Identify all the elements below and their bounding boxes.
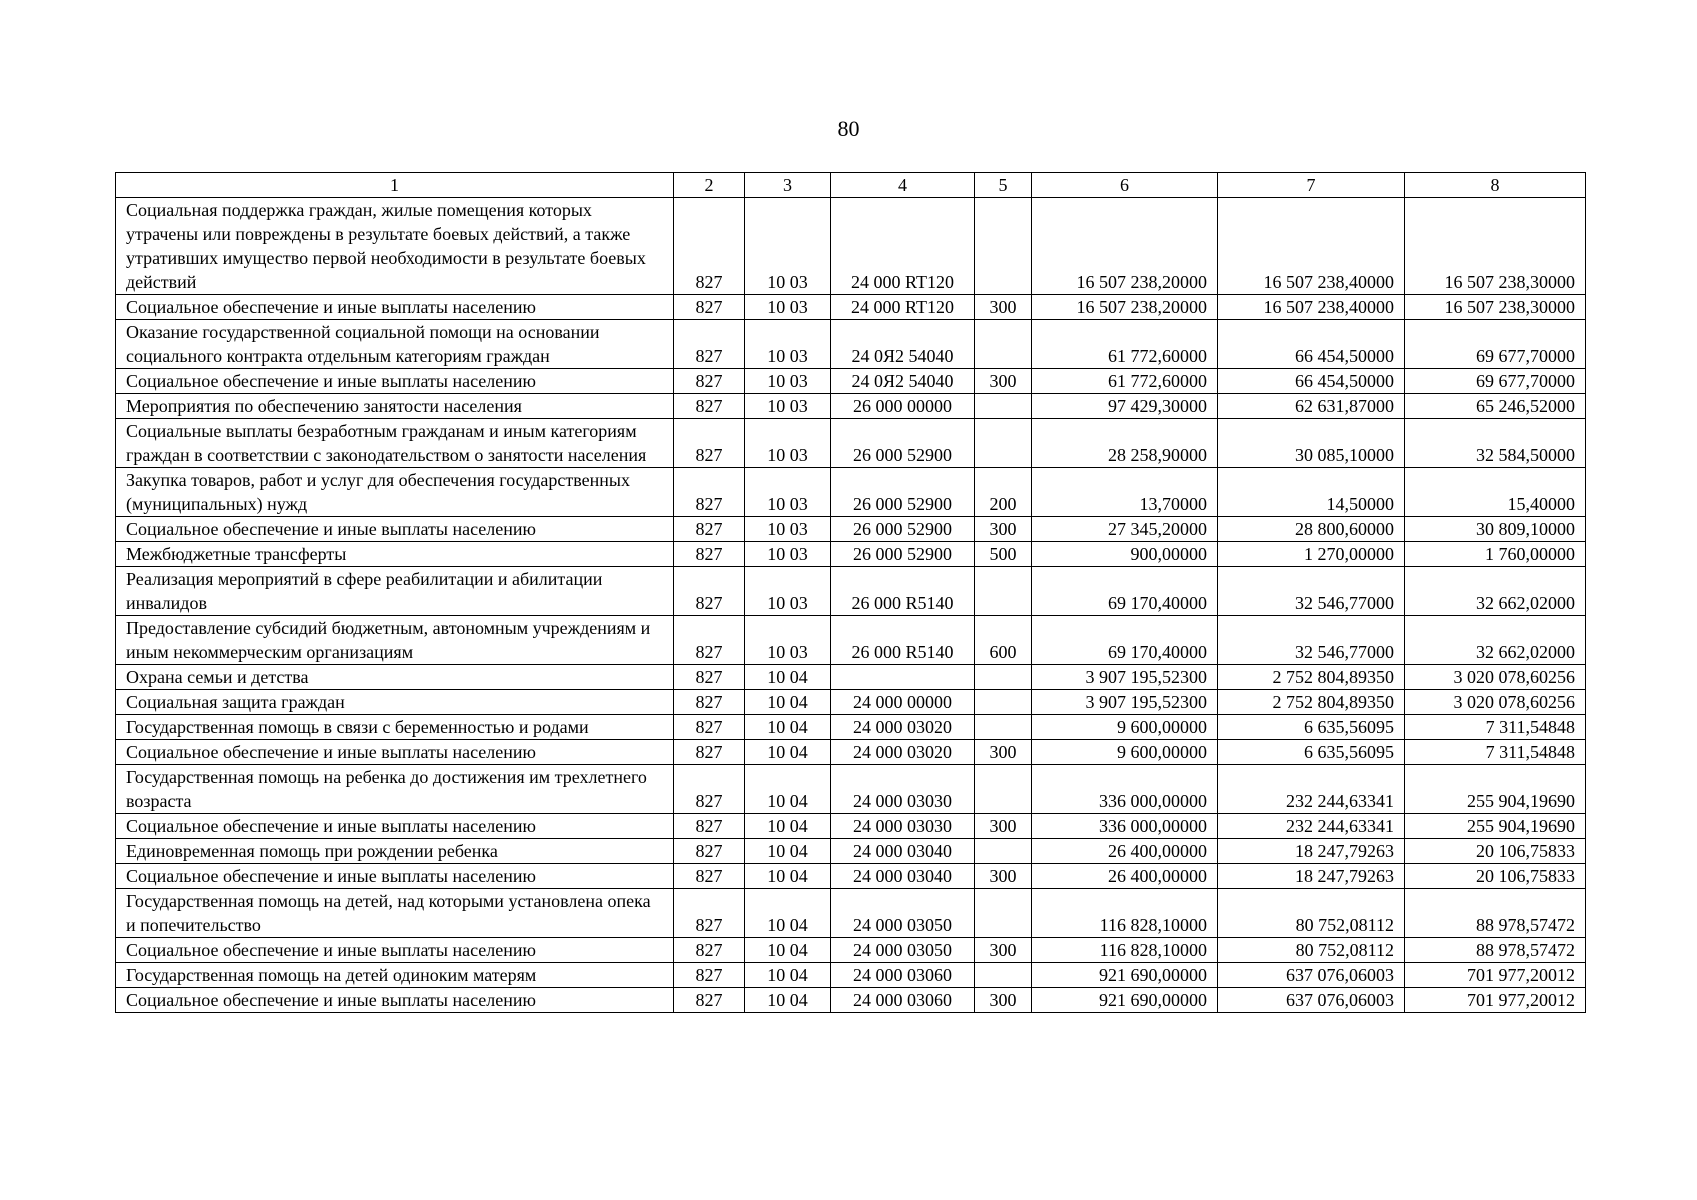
column-header: 2: [674, 173, 745, 198]
cell-amount-1: 3 907 195,52300: [1032, 665, 1218, 690]
cell-section-code: 10 04: [745, 665, 831, 690]
cell-amount-2: 2 752 804,89350: [1218, 690, 1405, 715]
cell-target-code: 24 000 03060: [831, 988, 975, 1013]
cell-amount-2: 62 631,87000: [1218, 394, 1405, 419]
cell-amount-1: 61 772,60000: [1032, 369, 1218, 394]
row-name: Социальное обеспечение и иные выплаты населению: [116, 938, 674, 963]
table-row: [116, 938, 1586, 963]
cell-target-code: 24 000 RT120: [831, 198, 975, 295]
cell-amount-1: 9 600,00000: [1032, 715, 1218, 740]
column-header: 6: [1032, 173, 1218, 198]
cell-amount-3: 3 020 078,60256: [1405, 665, 1586, 690]
cell-admin-code: 827: [674, 988, 745, 1013]
cell-amount-1: 116 828,10000: [1032, 889, 1218, 938]
cell-section-code: 10 03: [745, 295, 831, 320]
cell-target-code: 26 000 52900: [831, 517, 975, 542]
table-row: [116, 419, 1586, 468]
cell-admin-code: 827: [674, 715, 745, 740]
cell-expense-type: [975, 394, 1032, 419]
table-row: [116, 542, 1586, 567]
cell-amount-2: 18 247,79263: [1218, 839, 1405, 864]
cell-expense-type: [975, 690, 1032, 715]
cell-expense-type: [975, 889, 1032, 938]
cell-amount-1: 28 258,90000: [1032, 419, 1218, 468]
cell-target-code: 26 000 52900: [831, 419, 975, 468]
cell-section-code: 10 03: [745, 320, 831, 369]
cell-amount-1: 9 600,00000: [1032, 740, 1218, 765]
row-name: Охрана семьи и детства: [116, 665, 674, 690]
cell-amount-3: 701 977,20012: [1405, 988, 1586, 1013]
cell-expense-type: [975, 665, 1032, 690]
page-number: 80: [837, 116, 860, 141]
cell-section-code: 10 04: [745, 814, 831, 839]
cell-amount-3: 20 106,75833: [1405, 864, 1586, 889]
table-row: [116, 988, 1586, 1013]
cell-section-code: 10 04: [745, 740, 831, 765]
row-name: Мероприятия по обеспечению занятости населения: [116, 394, 674, 419]
column-header: 4: [831, 173, 975, 198]
cell-admin-code: 827: [674, 690, 745, 715]
cell-amount-2: 232 244,63341: [1218, 765, 1405, 814]
cell-admin-code: 827: [674, 567, 745, 616]
row-name: Государственная помощь на детей, над которыми установлена опека и попечительство: [116, 889, 674, 938]
cell-admin-code: 827: [674, 839, 745, 864]
cell-amount-3: 255 904,19690: [1405, 765, 1586, 814]
cell-section-code: 10 04: [745, 765, 831, 814]
cell-target-code: 24 000 03030: [831, 814, 975, 839]
cell-target-code: 26 000 00000: [831, 394, 975, 419]
cell-amount-1: 921 690,00000: [1032, 988, 1218, 1013]
table-row: [116, 715, 1586, 740]
cell-target-code: 26 000 52900: [831, 468, 975, 517]
cell-amount-1: 336 000,00000: [1032, 765, 1218, 814]
row-name: Социальное обеспечение и иные выплаты населению: [116, 369, 674, 394]
cell-section-code: 10 03: [745, 394, 831, 419]
cell-section-code: 10 04: [745, 715, 831, 740]
cell-target-code: 24 000 RT120: [831, 295, 975, 320]
row-name: Социальное обеспечение и иные выплаты населению: [116, 864, 674, 889]
cell-amount-2: 80 752,08112: [1218, 938, 1405, 963]
table-row: [116, 690, 1586, 715]
cell-section-code: 10 03: [745, 419, 831, 468]
row-name: Социальные выплаты безработным гражданам и иным категориям граждан в соответствии с законодательством о занятости населения: [116, 419, 674, 468]
cell-amount-1: 16 507 238,20000: [1032, 295, 1218, 320]
cell-amount-1: 97 429,30000: [1032, 394, 1218, 419]
cell-expense-type: 300: [975, 814, 1032, 839]
column-header: 7: [1218, 173, 1405, 198]
cell-expense-type: [975, 567, 1032, 616]
cell-admin-code: 827: [674, 665, 745, 690]
cell-amount-2: 16 507 238,40000: [1218, 295, 1405, 320]
cell-expense-type: 300: [975, 369, 1032, 394]
row-name: Предоставление субсидий бюджетным, автономным учреждениям и иным некоммерческим организациям: [116, 616, 674, 665]
cell-amount-3: 701 977,20012: [1405, 963, 1586, 988]
cell-target-code: 26 000 R5140: [831, 567, 975, 616]
cell-amount-3: 16 507 238,30000: [1405, 198, 1586, 295]
cell-amount-2: 6 635,56095: [1218, 740, 1405, 765]
cell-amount-2: 1 270,00000: [1218, 542, 1405, 567]
table-row: [116, 616, 1586, 665]
cell-expense-type: [975, 198, 1032, 295]
table-row: [116, 295, 1586, 320]
cell-expense-type: 300: [975, 740, 1032, 765]
cell-amount-1: 26 400,00000: [1032, 839, 1218, 864]
cell-amount-3: 7 311,54848: [1405, 715, 1586, 740]
cell-admin-code: 827: [674, 198, 745, 295]
cell-target-code: 24 000 03040: [831, 839, 975, 864]
cell-amount-1: 26 400,00000: [1032, 864, 1218, 889]
cell-expense-type: 300: [975, 938, 1032, 963]
row-name: Государственная помощь в связи с беременностью и родами: [116, 715, 674, 740]
cell-admin-code: 827: [674, 468, 745, 517]
cell-expense-type: 600: [975, 616, 1032, 665]
cell-amount-1: 69 170,40000: [1032, 616, 1218, 665]
cell-amount-3: 1 760,00000: [1405, 542, 1586, 567]
column-header: 3: [745, 173, 831, 198]
cell-amount-3: 88 978,57472: [1405, 889, 1586, 938]
cell-amount-1: 900,00000: [1032, 542, 1218, 567]
cell-amount-3: 7 311,54848: [1405, 740, 1586, 765]
cell-amount-2: 6 635,56095: [1218, 715, 1405, 740]
table-row: [116, 517, 1586, 542]
cell-admin-code: 827: [674, 938, 745, 963]
cell-amount-3: 32 662,02000: [1405, 616, 1586, 665]
cell-amount-3: 69 677,70000: [1405, 320, 1586, 369]
row-name: Оказание государственной социальной помощи на основании социального контракта отдельным категориям граждан: [116, 320, 674, 369]
cell-amount-3: 255 904,19690: [1405, 814, 1586, 839]
row-name: Социальное обеспечение и иные выплаты населению: [116, 295, 674, 320]
table-row: [116, 864, 1586, 889]
cell-target-code: 26 000 R5140: [831, 616, 975, 665]
cell-amount-1: 61 772,60000: [1032, 320, 1218, 369]
cell-section-code: 10 04: [745, 864, 831, 889]
cell-section-code: 10 03: [745, 198, 831, 295]
table-row: [116, 468, 1586, 517]
row-name: Социальная поддержка граждан, жилые помещения которых утрачены или повреждены в результате боевых действий, а также утративших имущество первой необходимости в результате боевых действий: [116, 198, 674, 295]
cell-amount-1: 116 828,10000: [1032, 938, 1218, 963]
cell-amount-2: 14,50000: [1218, 468, 1405, 517]
cell-amount-2: 30 085,10000: [1218, 419, 1405, 468]
cell-amount-3: 30 809,10000: [1405, 517, 1586, 542]
cell-amount-2: 66 454,50000: [1218, 320, 1405, 369]
cell-section-code: 10 04: [745, 963, 831, 988]
cell-admin-code: 827: [674, 864, 745, 889]
row-name: Социальное обеспечение и иные выплаты населению: [116, 517, 674, 542]
cell-section-code: 10 04: [745, 889, 831, 938]
cell-target-code: 24 000 03040: [831, 864, 975, 889]
header-row: [116, 173, 1586, 198]
cell-expense-type: [975, 963, 1032, 988]
row-name: Социальное обеспечение и иные выплаты населению: [116, 988, 674, 1013]
column-header: 1: [116, 173, 674, 198]
cell-admin-code: 827: [674, 963, 745, 988]
cell-admin-code: 827: [674, 295, 745, 320]
table-row: [116, 740, 1586, 765]
cell-section-code: 10 04: [745, 938, 831, 963]
cell-amount-2: 28 800,60000: [1218, 517, 1405, 542]
cell-target-code: 24 000 03020: [831, 740, 975, 765]
cell-amount-3: 16 507 238,30000: [1405, 295, 1586, 320]
cell-section-code: 10 03: [745, 468, 831, 517]
cell-amount-3: 69 677,70000: [1405, 369, 1586, 394]
row-name: Социальное обеспечение и иные выплаты населению: [116, 814, 674, 839]
cell-section-code: 10 04: [745, 988, 831, 1013]
cell-amount-2: 80 752,08112: [1218, 889, 1405, 938]
cell-amount-2: 32 546,77000: [1218, 616, 1405, 665]
cell-amount-1: 336 000,00000: [1032, 814, 1218, 839]
cell-amount-1: 921 690,00000: [1032, 963, 1218, 988]
column-header: 8: [1405, 173, 1586, 198]
cell-admin-code: 827: [674, 740, 745, 765]
cell-admin-code: 827: [674, 517, 745, 542]
row-name: Закупка товаров, работ и услуг для обеспечения государственных (муниципальных) нужд: [116, 468, 674, 517]
cell-amount-1: 16 507 238,20000: [1032, 198, 1218, 295]
cell-target-code: 24 000 03050: [831, 889, 975, 938]
cell-section-code: 10 03: [745, 616, 831, 665]
table-row: [116, 198, 1586, 295]
cell-amount-2: 66 454,50000: [1218, 369, 1405, 394]
cell-target-code: 24 000 03060: [831, 963, 975, 988]
row-name: Реализация мероприятий в сфере реабилитации и абилитации инвалидов: [116, 567, 674, 616]
cell-target-code: 24 000 00000: [831, 690, 975, 715]
cell-admin-code: 827: [674, 394, 745, 419]
cell-section-code: 10 03: [745, 369, 831, 394]
row-name: Государственная помощь на ребенка до достижения им трехлетнего возраста: [116, 765, 674, 814]
cell-expense-type: [975, 320, 1032, 369]
cell-target-code: 24 000 03020: [831, 715, 975, 740]
cell-expense-type: 300: [975, 295, 1032, 320]
cell-admin-code: 827: [674, 369, 745, 394]
cell-section-code: 10 03: [745, 567, 831, 616]
table-body: [116, 198, 1586, 1013]
cell-target-code: [831, 665, 975, 690]
cell-expense-type: 300: [975, 988, 1032, 1013]
table-row: [116, 814, 1586, 839]
cell-admin-code: 827: [674, 765, 745, 814]
cell-expense-type: 200: [975, 468, 1032, 517]
cell-amount-3: 88 978,57472: [1405, 938, 1586, 963]
cell-section-code: 10 03: [745, 517, 831, 542]
cell-target-code: 24 0Я2 54040: [831, 320, 975, 369]
cell-target-code: 26 000 52900: [831, 542, 975, 567]
table-row: [116, 567, 1586, 616]
cell-amount-3: 3 020 078,60256: [1405, 690, 1586, 715]
row-name: Социальное обеспечение и иные выплаты населению: [116, 740, 674, 765]
cell-expense-type: [975, 765, 1032, 814]
cell-target-code: 24 0Я2 54040: [831, 369, 975, 394]
cell-admin-code: 827: [674, 419, 745, 468]
cell-expense-type: 500: [975, 542, 1032, 567]
cell-amount-2: 16 507 238,40000: [1218, 198, 1405, 295]
cell-admin-code: 827: [674, 542, 745, 567]
cell-admin-code: 827: [674, 616, 745, 665]
cell-amount-3: 32 662,02000: [1405, 567, 1586, 616]
cell-admin-code: 827: [674, 320, 745, 369]
cell-amount-1: 27 345,20000: [1032, 517, 1218, 542]
cell-amount-3: 65 246,52000: [1405, 394, 1586, 419]
cell-amount-1: 69 170,40000: [1032, 567, 1218, 616]
cell-amount-1: 13,70000: [1032, 468, 1218, 517]
table-row: [116, 665, 1586, 690]
cell-expense-type: 300: [975, 864, 1032, 889]
cell-amount-2: 32 546,77000: [1218, 567, 1405, 616]
cell-expense-type: [975, 715, 1032, 740]
cell-section-code: 10 04: [745, 690, 831, 715]
cell-admin-code: 827: [674, 889, 745, 938]
cell-amount-2: 637 076,06003: [1218, 988, 1405, 1013]
cell-expense-type: [975, 419, 1032, 468]
budget-table: [115, 172, 1586, 1013]
table-row: [116, 320, 1586, 369]
table-row: [116, 394, 1586, 419]
cell-amount-3: 15,40000: [1405, 468, 1586, 517]
row-name: Единовременная помощь при рождении ребенка: [116, 839, 674, 864]
row-name: Межбюджетные трансферты: [116, 542, 674, 567]
cell-amount-2: 18 247,79263: [1218, 864, 1405, 889]
cell-amount-1: 3 907 195,52300: [1032, 690, 1218, 715]
table-row: [116, 765, 1586, 814]
cell-admin-code: 827: [674, 814, 745, 839]
row-name: Социальная защита граждан: [116, 690, 674, 715]
table-row: [116, 963, 1586, 988]
cell-section-code: 10 04: [745, 839, 831, 864]
cell-target-code: 24 000 03030: [831, 765, 975, 814]
cell-amount-2: 232 244,63341: [1218, 814, 1405, 839]
table-row: [116, 839, 1586, 864]
row-name: Государственная помощь на детей одиноким матерям: [116, 963, 674, 988]
cell-section-code: 10 03: [745, 542, 831, 567]
cell-amount-3: 32 584,50000: [1405, 419, 1586, 468]
cell-amount-3: 20 106,75833: [1405, 839, 1586, 864]
cell-expense-type: [975, 839, 1032, 864]
cell-target-code: 24 000 03050: [831, 938, 975, 963]
cell-amount-2: 637 076,06003: [1218, 963, 1405, 988]
cell-amount-2: 2 752 804,89350: [1218, 665, 1405, 690]
cell-expense-type: 300: [975, 517, 1032, 542]
table-row: [116, 369, 1586, 394]
table-row: [116, 889, 1586, 938]
column-header: 5: [975, 173, 1032, 198]
